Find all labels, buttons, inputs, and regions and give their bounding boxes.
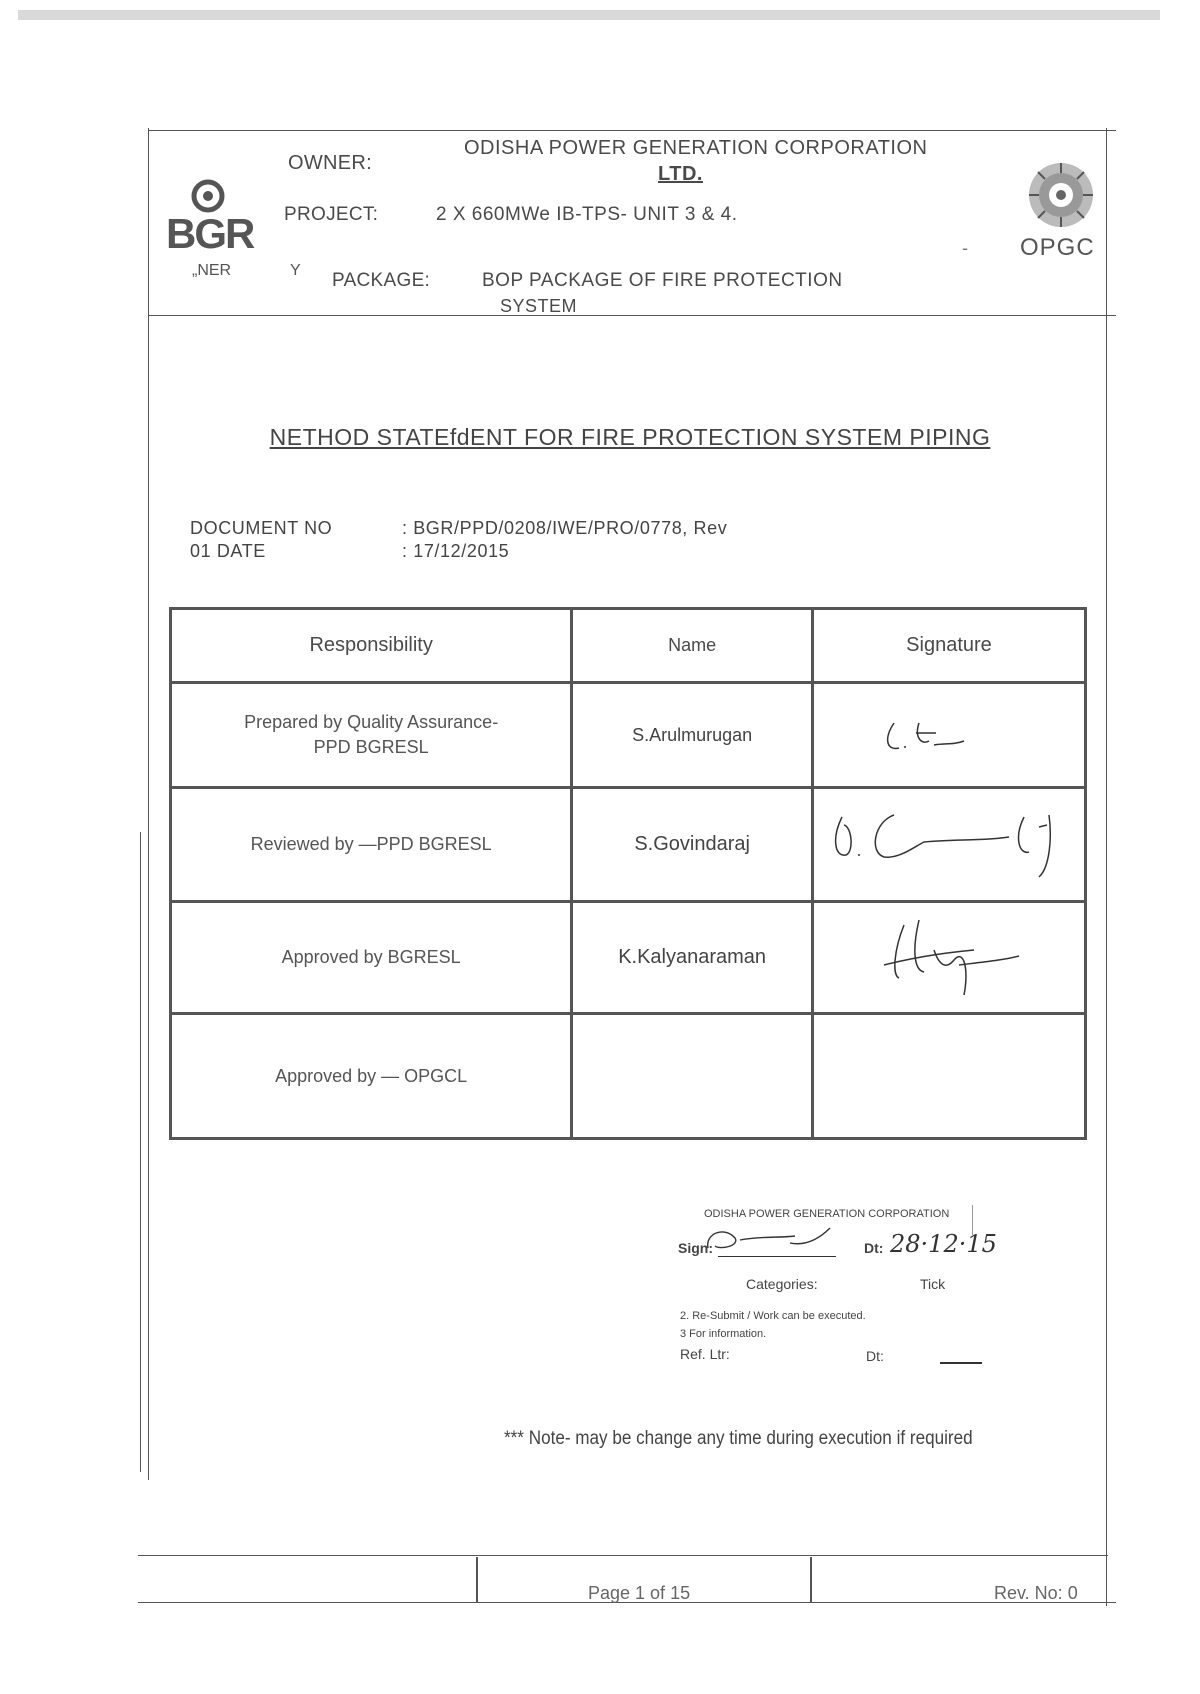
stamp-sign-underline [718,1256,836,1257]
responsibility-line1: Approved by — OPGCL [275,1065,468,1086]
responsibility-cell [171,902,572,1014]
responsibility-line1: Prepared by Quality Assurance- [244,712,499,732]
document-title: NETHOD STATEfdENT FOR FIRE PROTECTION SYSTEM PIPING [269,424,991,450]
signature-cell [812,788,1085,902]
package-label: PACKAGE: [332,270,431,291]
frame-left-line [148,128,149,1480]
stamp-dt-label: Dt: [864,1240,884,1256]
bgr-logo [164,176,264,256]
table-row [171,788,1086,902]
signature-cell [812,902,1085,1014]
frame-right-line [1106,128,1107,1606]
stamp-ref-label: Ref. Ltr: [680,1346,730,1362]
name-cell: S.Govindaraj [572,788,813,902]
footer-rev-number: Rev. No: 0 [994,1583,1078,1603]
table-row [171,1014,1086,1139]
footer-divider-2 [810,1557,812,1602]
frame-left-outer-line [140,832,141,1472]
table-row [171,902,1086,1014]
stamp-item-3: 3 For information. [680,1328,767,1340]
signature-arulmurugan-icon [874,703,1024,763]
responsibility-line1: Approved by BGRESL [281,947,461,967]
header-name: Name [572,609,813,683]
stamp-ref-underline [940,1362,982,1364]
signature-cell [812,683,1085,788]
bgr-logo-sub2: Y [290,262,301,279]
opgc-emblem-icon [1026,160,1096,230]
stamp-tick-label: Tick [920,1276,946,1292]
name-cell: S.Arulmurugan [572,683,813,788]
header-responsibility: Responsibility [171,609,572,683]
owner-value-line1: ODISHA POWER GENERATION CORPORATION [464,137,928,159]
execution-note: *** Note- may be change any time during execution if required [504,1428,973,1449]
date-label: 01 DATE [190,541,266,561]
project-label: PROJECT: [284,204,379,225]
name-cell [572,1014,813,1139]
header-dash: - [962,238,968,258]
doc-no-value: : BGR/PPD/0208/IWE/PRO/0778, Rev [402,518,728,538]
header-bottom-line [148,315,1116,316]
bgr-logo-sub1: „NER [192,262,232,279]
date-value: : 17/12/2015 [402,541,510,561]
responsibility-cell [171,1014,572,1139]
stamp-categories-label: Categories: [746,1276,818,1292]
stamp-signature-icon [700,1218,840,1258]
owner-label: OWNER: [288,152,373,174]
top-scan-bar [18,10,1160,20]
stamp-ref-dt-label: Dt: [866,1348,884,1364]
responsibility-cell [171,683,572,788]
package-value-line2: SYSTEM [500,296,578,316]
header-top-line [148,130,1116,131]
responsibility-line1: Reviewed by —PPD BGRESL [250,834,492,854]
stamp-dt-value: 28·12·15 [890,1230,997,1258]
table-row [171,683,1086,788]
doc-no-label: DOCUMENT NO [190,518,333,538]
owner-value-line2: LTD. [658,163,703,185]
bgr-logo-text: BGR [166,210,254,257]
package-value-line1: BOP PACKAGE OF FIRE PROTECTION [482,270,843,291]
signature-kalyanaraman-icon [864,910,1034,1000]
stamp-sign-label: Sign: [678,1240,713,1256]
footer-page-number: Page 1 of 15 [588,1583,691,1603]
header-signature: Signature [812,609,1085,683]
project-value: 2 X 660MWe IB-TPS- UNIT 3 & 4. [436,204,738,225]
stamp-item-2: 2. Re-Submit / Work can be executed. [680,1310,866,1322]
footer-divider-1 [476,1557,478,1602]
signature-govindaraj-icon [824,797,1074,887]
responsibility-cell [171,788,572,902]
table-header-row [171,609,1086,683]
responsibility-line2: PPD BGRESL [313,737,429,757]
name-cell: K.Kalyanaraman [572,902,813,1014]
opgc-logo-text: OPGC [1020,234,1095,261]
footer-top-line [138,1555,1108,1556]
opgc-logo [1020,158,1110,268]
approval-table [169,607,1087,1140]
stamp-header: ODISHA POWER GENERATION CORPORATION [704,1208,950,1220]
signature-cell [812,1014,1085,1139]
